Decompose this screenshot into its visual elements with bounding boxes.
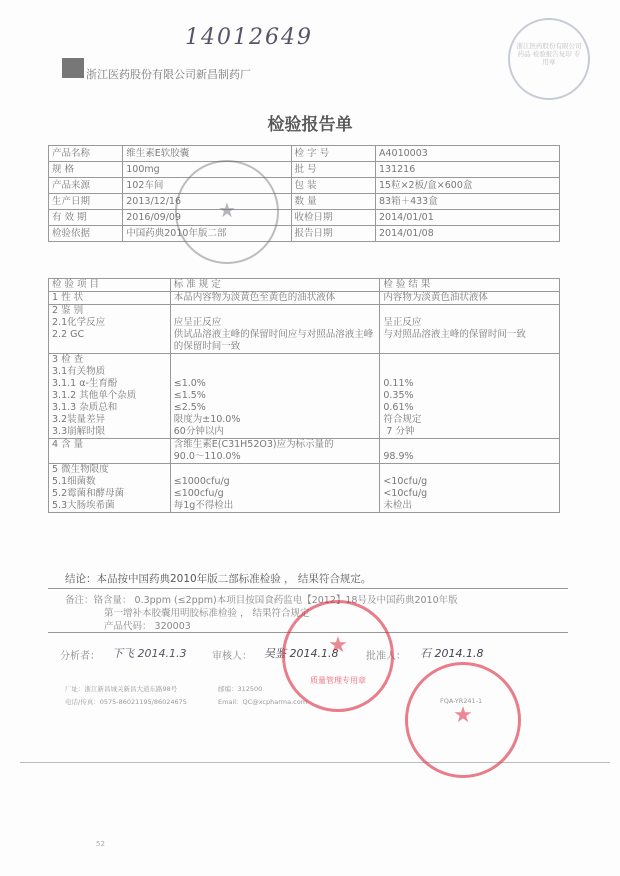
approver-signature: 石 2014.1.8	[420, 647, 484, 660]
footer-email: Email：QC@xcpharma.com	[218, 698, 308, 706]
info-value: 2013/12/16	[123, 194, 291, 210]
info-label: 检 字 号	[291, 146, 375, 162]
result-item: 5 微生物限度 5.1细菌数 5.2霉菌和酵母菌 5.3大肠埃希菌	[49, 464, 171, 513]
info-label: 报告日期	[291, 226, 375, 242]
seal-bottom-right: ★	[405, 662, 521, 778]
footer-phone: 电话/传真：0575-86021195/86024675	[65, 698, 187, 706]
header-item: 检 验 项 目	[49, 279, 171, 292]
result-standard: 本品内容物为淡黄色至黄色的油状液体	[170, 292, 380, 305]
footer-address: 厂址：浙江新昌城关新昌大道东路98号	[65, 685, 178, 693]
info-value: 83箱＋433盒	[375, 194, 559, 210]
result-standard: ≤1.0% ≤1.5% ≤2.5% 限度为±10.0% 60分钟以内	[170, 354, 380, 439]
header-standard: 标 准 规 定	[170, 279, 380, 292]
footer-form-code: FQA-YR241-1	[440, 697, 483, 705]
company-name: 浙江医药股份有限公司新昌制药厂	[86, 68, 251, 81]
info-value: 维生素E软胶囊	[123, 146, 291, 162]
seal-qa-text: 质量管理专用章	[310, 676, 366, 685]
info-label: 产品来源	[49, 178, 123, 194]
seal-center: ★	[175, 160, 279, 264]
seal-top-right-text: 浙江医药股份有限公司 药品 检验报告复印 专用章	[516, 42, 582, 66]
info-label: 检验依据	[49, 226, 123, 242]
result-item: 1 性 状	[49, 292, 171, 305]
analyst-label: 分析者：	[60, 651, 100, 662]
note-line-1: 备注：铬含量： 0.3ppm (≤2ppm)本项目按国食药监电【2012】18号及中国药典2010年版	[65, 595, 458, 606]
note-line-3: 产品代码： 320003	[104, 621, 191, 632]
info-label: 数 量	[291, 194, 375, 210]
result-item: 2 鉴 别 2.1化学反应 2.2 GC	[49, 305, 171, 354]
reviewer-label: 审核人：	[212, 651, 252, 662]
report-title: 检验报告单	[267, 115, 353, 135]
info-label: 规 格	[49, 162, 123, 178]
result-result: 0.11% 0.35% 0.61% 符合规定 7 分钟	[380, 354, 560, 439]
approver-label: 批准人：	[366, 651, 406, 662]
result-result: 内容物为淡黄色油状液体	[380, 292, 560, 305]
info-label: 包 装	[291, 178, 375, 194]
divider	[20, 762, 610, 763]
result-standard: ≤1000cfu/g ≤100cfu/g 每1g不得检出	[170, 464, 380, 513]
reviewer-signature: 吴鉴 2014.1.8	[264, 647, 339, 660]
result-item: 4 含 量	[49, 439, 171, 464]
info-value: 102车间	[123, 178, 291, 194]
info-value: 15粒×2板/盒×600盒	[375, 178, 559, 194]
info-value: 2016/09/09	[123, 210, 291, 226]
divider	[48, 588, 568, 589]
result-standard: 含维生素E(C31H52O3)应为标示量的 90.0～110.0%	[170, 439, 380, 464]
header-result: 检 验 结 果	[380, 279, 560, 292]
analyst-signature: 下飞 2014.1.3	[112, 647, 187, 660]
seal-qa: ★ 质量管理专用章	[282, 600, 394, 712]
info-label: 有 效 期	[49, 210, 123, 226]
info-label: 产品名称	[49, 146, 123, 162]
info-value: 2014/01/08	[375, 226, 559, 242]
note-line-2: 第一增补本胶囊用明胶标准检验 ， 结果符合规定	[104, 608, 310, 619]
result-item: 3 检 查 3.1有关物质 3.1.1 α-生育酚 3.1.2 其他单个杂质 3.1.3 杂质总和 3.2装量差异 3.3崩解时限	[49, 354, 171, 439]
info-value: 中国药典2010年版二部	[123, 226, 291, 242]
info-value: A4010003	[375, 146, 559, 162]
info-value: 100mg	[123, 162, 291, 178]
page-number: 52	[96, 840, 105, 848]
footer-postcode: 邮编：312500	[218, 685, 263, 693]
result-standard: 应呈正反应 供试品溶液主峰的保留时间应与对照品溶液主峰的保留时间一致	[170, 305, 380, 354]
info-value: 2014/01/01	[375, 210, 559, 226]
info-label: 批 号	[291, 162, 375, 178]
conclusion: 结论：本品按中国药典2010年版二部标准检验 ， 结果符合规定。	[65, 573, 372, 585]
seal-top-right	[508, 18, 590, 100]
info-label: 收检日期	[291, 210, 375, 226]
handwritten-number: 14012649	[185, 25, 313, 50]
result-result: <10cfu/g <10cfu/g 未检出	[380, 464, 560, 513]
result-result: 98.9%	[380, 439, 560, 464]
info-label: 生产日期	[49, 194, 123, 210]
result-result: 呈正反应 与对照品溶液主峰的保留时间一致	[380, 305, 560, 354]
info-value: 131216	[375, 162, 559, 178]
